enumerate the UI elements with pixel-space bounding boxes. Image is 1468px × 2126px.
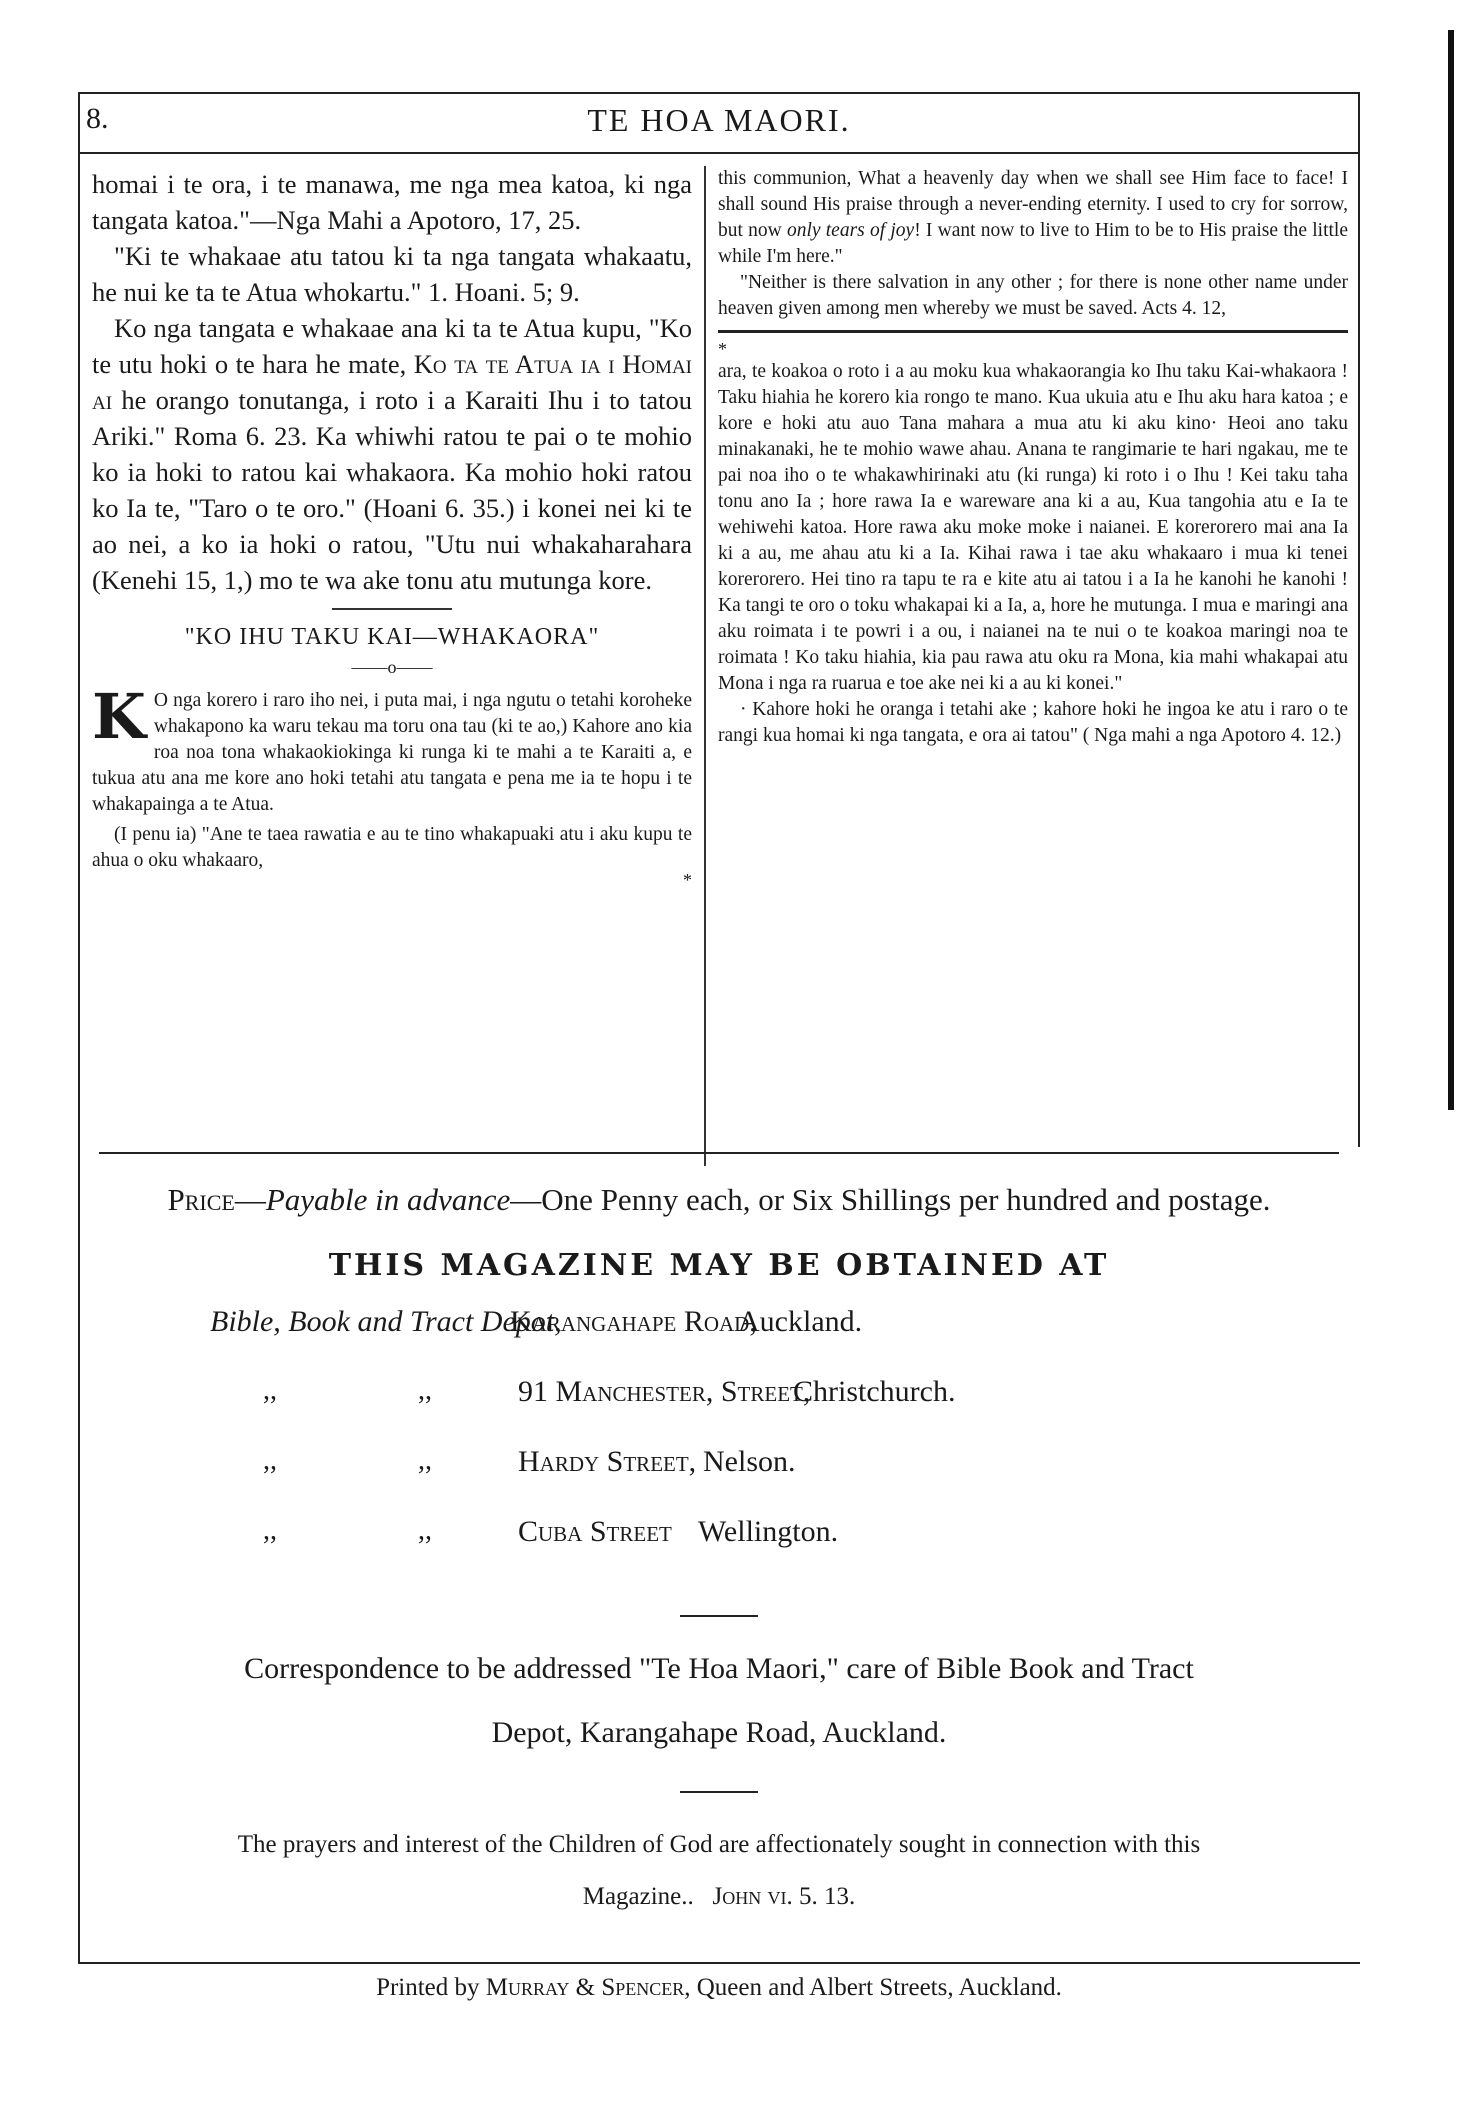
paragraph: "Ki te whakaae atu tatou ki ta nga tangata whakaatu, he nui ke ta te Atua whokartu." 1. Hoani. 5; 9. xyxy=(92,241,692,307)
english-paragraph xyxy=(718,166,1348,270)
right-column xyxy=(718,166,1348,749)
depot-road: Karangahape Road, xyxy=(510,1305,757,1338)
text-run: —One Penny each, or Six Shillings per hundred and postage. xyxy=(510,1182,1271,1217)
running-title: TE HOA MAORI. xyxy=(587,102,851,138)
italic-phrase: Payable in advance xyxy=(265,1182,511,1217)
ditto-mark: ,, xyxy=(263,1515,277,1546)
price-label: Price xyxy=(167,1182,235,1217)
english-paragraph: "Neither is there salvation in any other ; for there is none other name under heaven given among men whereby we must be saved. Acts 4. 12, xyxy=(718,272,1348,319)
depot-address: Cuba Street xyxy=(518,1515,672,1548)
depot-city: Nelson. xyxy=(703,1445,796,1478)
top-rule xyxy=(78,92,1360,94)
italic-phrase: only tears of joy xyxy=(786,220,915,241)
section-rule xyxy=(332,608,452,610)
text-run: Magazine.. xyxy=(582,1883,694,1910)
depot-line xyxy=(78,1515,1360,1575)
price-line xyxy=(78,1182,1360,1218)
dash: — xyxy=(234,1182,266,1217)
prayers-line xyxy=(78,1871,1360,1923)
maori-paragraph: · Kahore hoki he oranga i tetahi ake ; kahore hoki he ingoa ke atu i raro o te rangi kua homai ki nga tangata, e ora ai tatou" ( Nga mahi a nga Apotoro 4. 12.) xyxy=(718,699,1348,746)
right-border xyxy=(1358,92,1360,1147)
ditto-mark: ,, xyxy=(418,1515,432,1546)
correspondence-line: Correspondence to be addressed "Te Hoa Maori," care of Bible Book and Tract xyxy=(244,1652,1194,1685)
paragraph xyxy=(92,310,692,598)
text-run: Ko nga tangata e whakaae ana ki ta te Atua kupu, "Ko te utu hoki o te hara he mate, xyxy=(92,313,692,379)
depot-line xyxy=(78,1375,1360,1435)
header-rule xyxy=(78,152,1360,154)
depot-address: 91 Manchester, Street, xyxy=(518,1375,811,1408)
asterisk-mark: * xyxy=(683,870,692,890)
center-rule xyxy=(680,1791,758,1793)
ditto-mark: ,, xyxy=(263,1445,277,1476)
divider-rule xyxy=(718,330,1348,333)
depot-name: Bible, Book and Tract Depot, xyxy=(210,1305,562,1338)
column-divider xyxy=(704,166,706,1166)
bottom-rule xyxy=(78,1962,1360,1964)
section-title: "KO IHU TAKU KAI—WHAKAORA" xyxy=(184,624,600,650)
depot-line xyxy=(78,1305,1360,1365)
notice-block xyxy=(78,1152,1360,1923)
depot-address: Hardy Street, xyxy=(518,1445,697,1478)
depot-city: Wellington. xyxy=(698,1515,839,1548)
depot-city: Christchurch. xyxy=(793,1375,956,1408)
small-caps-phrase: Ko ta te Atua ia i Homai ai xyxy=(92,349,693,415)
text-run: Queen and Albert Streets, Auckland. xyxy=(696,1974,1062,2001)
obtain-heading: THIS MAGAZINE MAY BE OBTAINED AT xyxy=(328,1248,1110,1283)
text-run: O nga korero i raro iho nei, i puta mai, i nga ngutu o tetahi koroheke whakapono ka waru tekau ma toru ona tau (ki te ao,) Kahore ano kia roa noa tona whakaokiokinga ki runga ki te mahi a te Karaiti a, e tukua atu ana me kore ano hoki tetahi atu tangata e pena me ia te hopu i te whakapainga a te Atua. xyxy=(92,690,692,815)
correspondence-line: Depot, Karangahape Road, Auckland. xyxy=(491,1716,947,1749)
text-run: he orango tonutanga, i roto i a Karaiti Ihu i to tatou Ariki." Roma 6. 23. Ka whiwhi ratou te pai o te mohio ko ia hoki to ratou kai whakaora. Ka mohio hoki ratou ko Ia te, "Taro o te oro." (Hoani 6. 35.) i konei nei ki te ao nei, a ko ia hoki o ratou, "Utu nui whakaharahara (Kenehi 15, 1,) mo te wa ake tonu atu mutunga kore. xyxy=(92,385,692,595)
text-run: ! I want now to live to Him to be to His praise the little while I'm here." xyxy=(718,220,1348,267)
ornament: ——o—— xyxy=(351,657,433,677)
printer-name: Murray & Spencer, xyxy=(485,1974,691,2001)
paragraph: homai i te ora, i te manawa, me nga mea katoa, ki nga tangata katoa."—Nga Mahi a Apotoro, 17, 25. xyxy=(92,169,692,235)
ditto-mark: ,, xyxy=(418,1445,432,1476)
asterisk-mark: * xyxy=(718,339,727,359)
notice-rule xyxy=(99,1152,1339,1154)
drop-cap: K xyxy=(92,680,146,753)
depot-city: Auckland. xyxy=(738,1305,863,1338)
maori-paragraph: ara, te koakoa o roto i a au moku kua whakaorangia ko Ihu taku Kai-whakaora ! Taku hiahia he korero kia rongo te mano. Kua ukuia atu e Ihu aku hara katoa ; e kore e hoki atu auo Tana mahara a mua atu ki aku kino· Heoi ano taku minakanaki, he te mohio wawe ahau. Anana te rangimarie te hari ngakau, me te pai noa iho o te whakawhirinaki atu (ki runga) ki roto i o Ihu ! Kei taku taha tonu ano Ia ; hore rawa Ia e wareware ana ki a au, Kua tangohia atu e Ia te wehiwehi katoa. Hore rawa aku moke moke i naianei. E korerorero mai ana Ia ki a au, me ahau atu ki a Ia. Kihai rawa i tae aku whakaaro i mua ki tenei korerorero. Hei tino ra tapu te ra e kite atu ai tatou i a Ia he kanohi he kanohi ! Ka tangi te oro o toku whakapai ki a Ia, a, hore he mutunga. I mua e maringi ana aku roimata i te powri i a ou, i naianei na te nui o te koakoa maringi noa te roimata ! Ko taku hiahia, kia pau rawa atu oku ra Mona, kia mahi whakapai atu Mona i nga ra ruarua e toe ake nei ki a au ki konei." xyxy=(718,361,1348,694)
text-run: Printed by xyxy=(376,1974,480,2001)
scan-edge-bar xyxy=(1448,30,1454,1110)
story-paragraph: (I penu ia) "Ane te taea rawatia e au te tino whakapuaki atu i aku kupu te ahua o oku whakaaro, xyxy=(92,824,692,871)
scripture-ref: John vi. 5. 13. xyxy=(712,1883,856,1910)
prayers-line: The prayers and interest of the Children of God are affectionately sought in connection with this xyxy=(237,1831,1201,1858)
text-run: this communion, What a heavenly day when we shall see Him face to face! I shall sound His praise through a never-ending eternity. I used to cry for sorrow, but now xyxy=(718,168,1348,241)
left-column xyxy=(92,166,692,891)
printer-imprint xyxy=(78,1974,1360,2002)
page-number: 8. xyxy=(86,102,109,135)
ditto-mark: ,, xyxy=(263,1375,277,1406)
story-paragraph xyxy=(92,680,692,818)
page-frame xyxy=(78,92,1360,2001)
ditto-mark: ,, xyxy=(418,1375,432,1406)
depot-line xyxy=(78,1445,1360,1505)
center-rule xyxy=(680,1615,758,1617)
